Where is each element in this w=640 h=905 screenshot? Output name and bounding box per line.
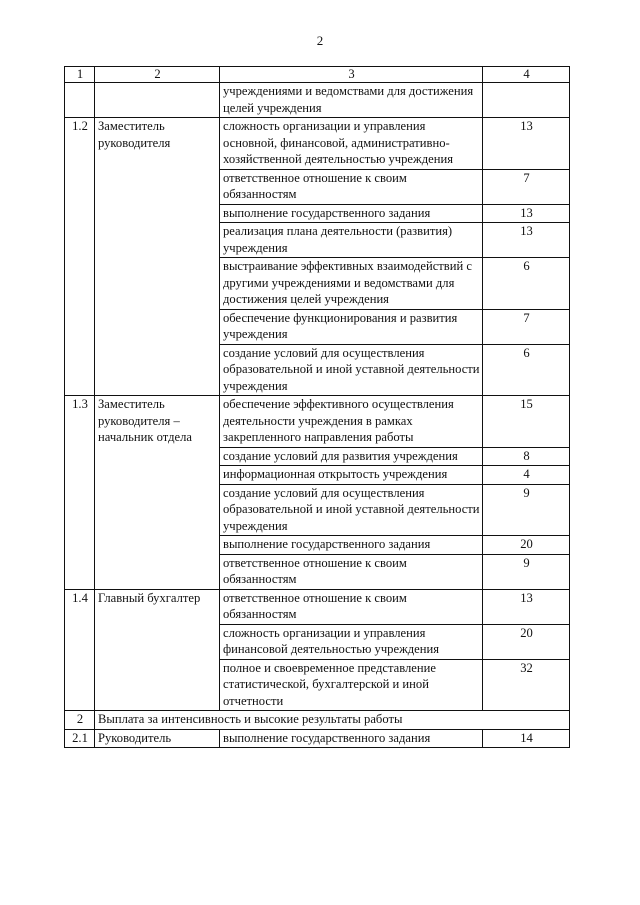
criterion-cell: сложность организации и управления финансовой деятельностью учреждения (220, 624, 483, 659)
criterion-cell: выполнение государственного задания (220, 536, 483, 555)
num-cell (65, 83, 95, 118)
score-cell: 20 (483, 536, 570, 555)
table-row (65, 589, 570, 624)
criterion-cell: создание условий для развития учреждения (220, 447, 483, 466)
num-cell: 2.1 (65, 729, 95, 748)
criterion-cell: информационная открытость учреждения (220, 466, 483, 485)
score-cell: 7 (483, 169, 570, 204)
header-cell: 1 (65, 67, 95, 83)
criterion-cell: учреждениями и ведомствами для достижения целей учреждения (220, 83, 483, 118)
position-cell: Главный бухгалтер (95, 589, 220, 711)
position-cell: Заместитель руководителя (95, 118, 220, 396)
section-title-cell: Выплата за интенсивность и высокие результаты работы (95, 711, 570, 730)
section-num-cell: 2 (65, 711, 95, 730)
page-number: 2 (316, 33, 324, 48)
score-cell: 13 (483, 223, 570, 258)
score-cell: 14 (483, 729, 570, 748)
criterion-cell: выстраивание эффективных взаимодействий с другими учреждениями и ведомствами для достижения целей учреждения (220, 258, 483, 310)
position-cell: Руководитель (95, 729, 220, 748)
score-cell: 13 (483, 589, 570, 624)
score-cell: 6 (483, 344, 570, 396)
score-cell: 15 (483, 396, 570, 448)
table-row (65, 396, 570, 448)
score-cell: 8 (483, 447, 570, 466)
header-cell: 4 (483, 67, 570, 83)
criterion-cell: создание условий для осуществления образовательной и иной уставной деятельности учреждения (220, 344, 483, 396)
criterion-cell: создание условий для осуществления образовательной и иной уставной деятельности учреждения (220, 484, 483, 536)
score-cell: 13 (483, 204, 570, 223)
score-cell: 20 (483, 624, 570, 659)
criterion-cell: обеспечение функционирования и развития учреждения (220, 309, 483, 344)
position-cell (95, 83, 220, 118)
criterion-cell: выполнение государственного задания (220, 204, 483, 223)
section-row (65, 711, 570, 730)
criterion-cell: ответственное отношение к своим обязанностям (220, 589, 483, 624)
score-cell: 32 (483, 659, 570, 711)
num-cell: 1.2 (65, 118, 95, 396)
score-cell (483, 83, 570, 118)
num-cell: 1.3 (65, 396, 95, 590)
header-cell: 2 (95, 67, 220, 83)
criterion-cell: обеспечение эффективного осуществления деятельности учреждения в рамках закрепленного направления работы (220, 396, 483, 448)
table-row (65, 83, 570, 118)
position-cell: Заместитель руководителя – начальник отдела (95, 396, 220, 590)
criterion-cell: реализация плана деятельности (развития) учреждения (220, 223, 483, 258)
criterion-cell: сложность организации и управления основной, финансовой, административно-хозяйственной деятельностью учреждения (220, 118, 483, 170)
criteria-table (64, 66, 570, 748)
criterion-cell: полное и своевременное представление статистической, бухгалтерской и иной отчетности (220, 659, 483, 711)
num-cell: 1.4 (65, 589, 95, 711)
table-row (65, 729, 570, 748)
table-header-row (65, 67, 570, 83)
score-cell: 13 (483, 118, 570, 170)
header-cell: 3 (220, 67, 483, 83)
score-cell: 4 (483, 466, 570, 485)
criterion-cell: выполнение государственного задания (220, 729, 483, 748)
score-cell: 9 (483, 554, 570, 589)
criterion-cell: ответственное отношение к своим обязанностям (220, 554, 483, 589)
score-cell: 9 (483, 484, 570, 536)
score-cell: 6 (483, 258, 570, 310)
score-cell: 7 (483, 309, 570, 344)
table-row (65, 118, 570, 170)
criterion-cell: ответственное отношение к своим обязанностям (220, 169, 483, 204)
